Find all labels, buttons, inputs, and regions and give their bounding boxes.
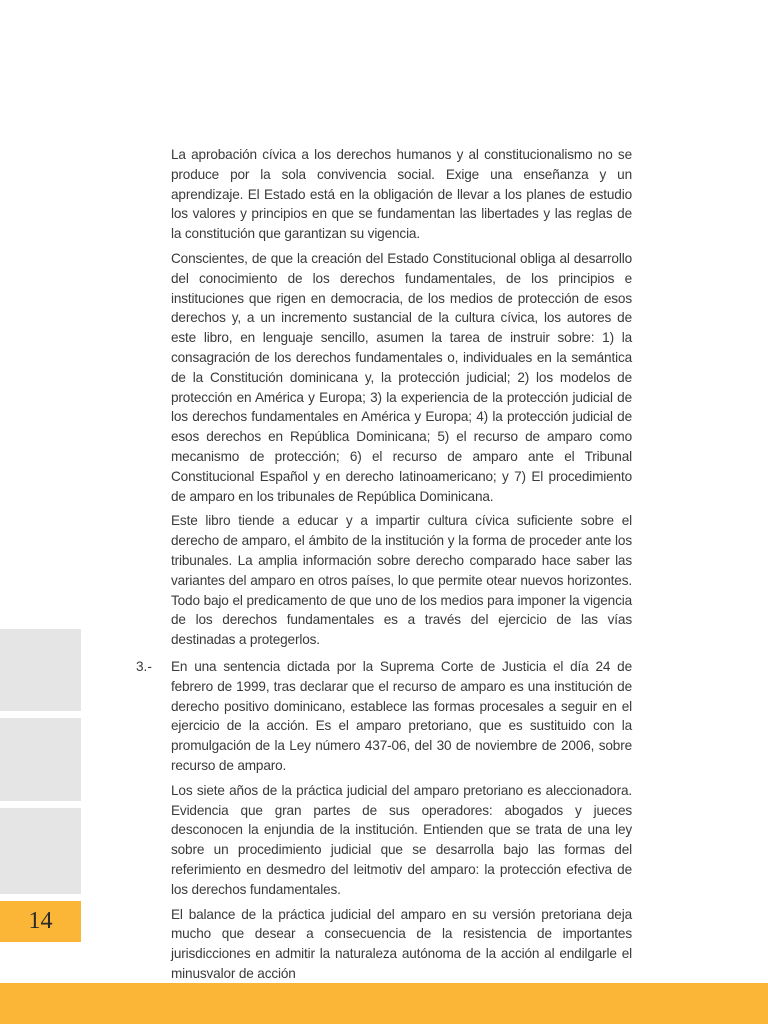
paragraph: El balance de la práctica judicial del amparo en su versión pretoriana deja mucho que desear a consecuencia de la resistencia de importantes jurisdicciones en admitir la naturaleza autónoma de la acción al endilgarle el minusvalor de acción — [171, 906, 632, 981]
paragraph: La aprobación cívica a los derechos humanos y al constitucionalismo no se produce por la sola convivencia social. Exige una enseñanza y un aprendizaje. El Estado está en la obligación de llevar a los planes de estudio los valores y principios en que se fundamentan las libertades y las reglas de la constitución que garantizan su vigencia. — [171, 147, 632, 242]
paragraph: Los siete años de la práctica judicial del amparo pretoriano es aleccionadora. Evidencia que gran partes de sus operadores: abogados y jueces desconocen la enjundia de la institución. Entienden que se trata de una ley sobre un procedimiento judicial que se desarrolla bajo las formas del referimiento en desmedro del leitmotiv del amparo: la protección efectiva de los derechos fundamentales. — [171, 782, 632, 897]
footer-band — [0, 983, 768, 1024]
item-number: 3.- — [136, 659, 152, 674]
side-tab-decoration — [0, 629, 81, 711]
page-number: 14 — [0, 901, 81, 942]
section-intro — [171, 145, 632, 655]
paragraph: Este libro tiende a educar y a impartir cultura cívica suficiente sobre el derecho de amparo, el ámbito de la institución y la forma de proceder ante los tribunales. La amplia información sobre derecho comparado hace saber las variantes del amparo en otros países, lo que permite otear nuevos horizontes. Todo bajo el predicamento de que uno de los medios para imponer la vigencia de los derechos fundamentales es a través del ejercicio de las vías destinadas a protegerlos. — [171, 513, 632, 648]
side-tab-decoration — [0, 718, 81, 801]
section-item-3 — [171, 657, 632, 989]
paragraph: En una sentencia dictada por la Suprema Corte de Justicia el día 24 de febrero de 1999, tras declarar que el recurso de amparo es una institución de derecho positivo dominicano, establece las formas procesales a seguir en el ejercicio de la acción. Es el amparo pretoriano, que es sustituido con la promulgación de la Ley número 437-06, del 30 de noviembre de 2006, sobre recurso de amparo. — [171, 659, 632, 773]
paragraph: Conscientes, de que la creación del Estado Constitucional obliga al desarrollo del conocimiento de los derechos fundamentales, de los principios e instituciones que rigen en democracia, de los medios de protección de esos derechos y, a un incremento sustancial de la cultura cívica, los autores de este libro, en lenguaje sencillo, asumen la tarea de instruir sobre: 1) la consagración de los derechos fundamentales o, individuales en la semántica de la Constitución dominicana y, la protección judicial; 2) los modelos de protección en América y Europa; 3) la experiencia de la protección judicial de los derechos fundamentales en América y Europa; 4) la protección judicial de esos derechos en República Dominicana; 5) el recurso de amparo como mecanismo de protección; 6) el recurso de amparo ante el Tribunal Constitucional Español y en derecho latinoamericano; y 7) El procedimiento de amparo en los tribunales de República Dominicana. — [171, 250, 632, 504]
side-tab-decoration — [0, 808, 81, 894]
